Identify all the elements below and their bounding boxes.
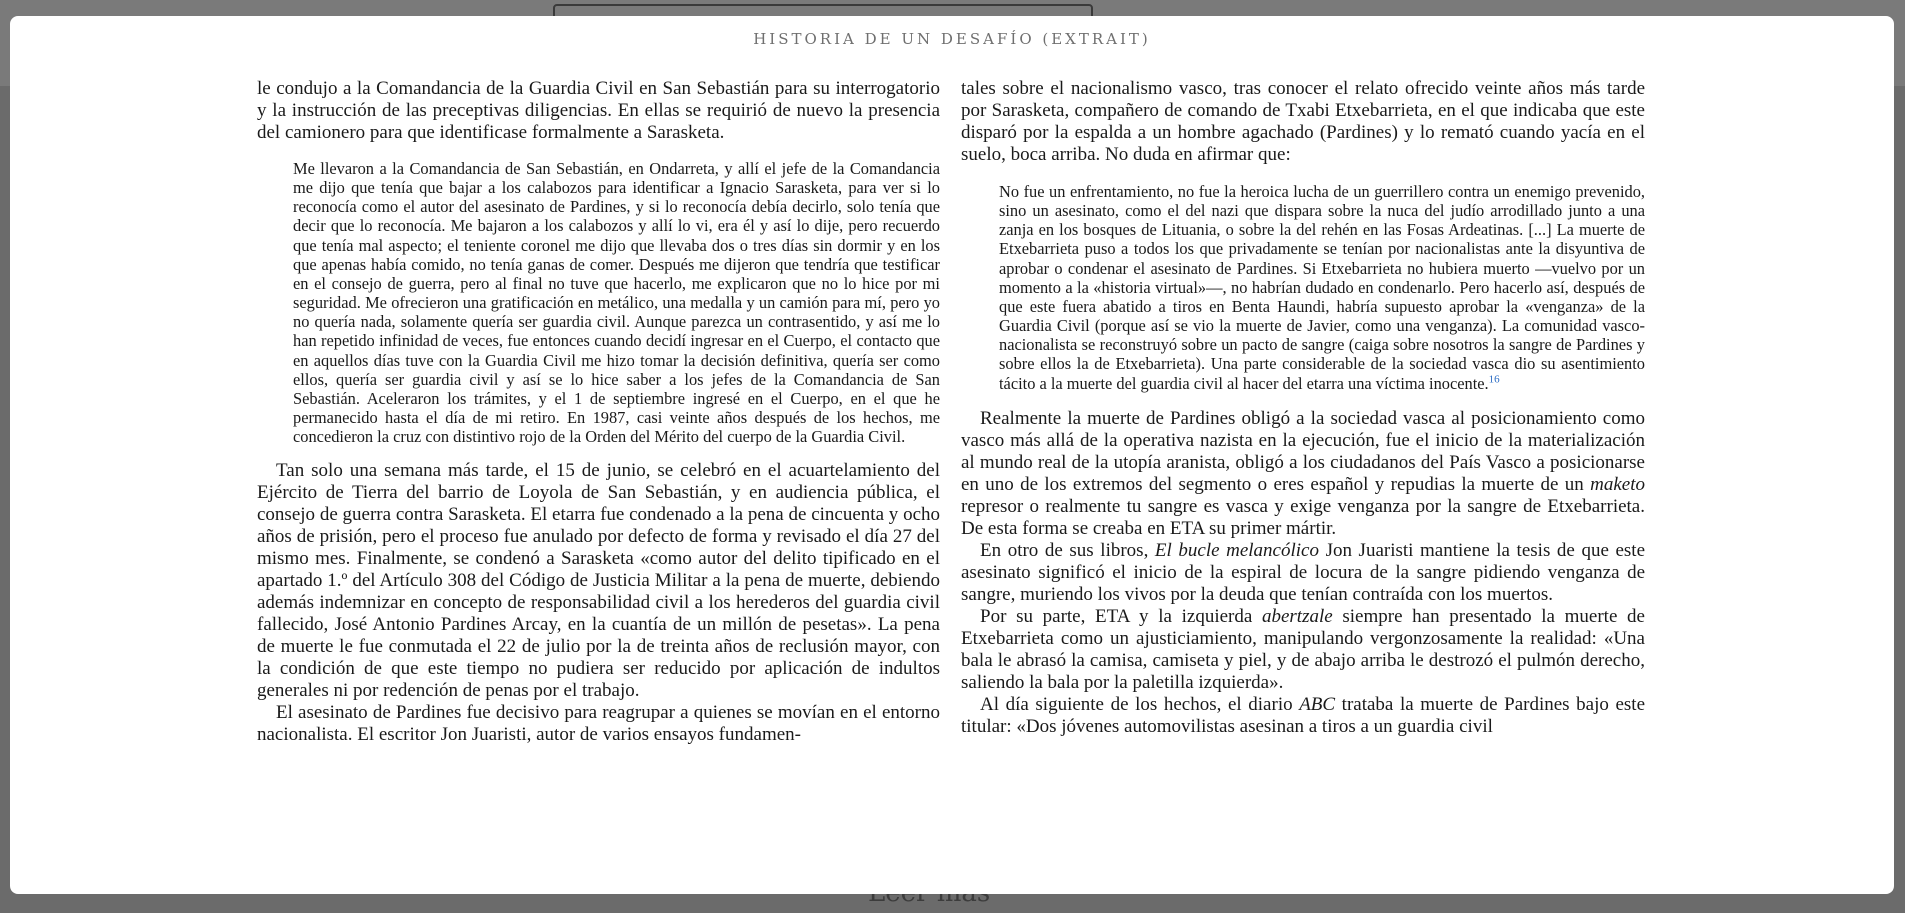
paragraph — [961, 408, 1645, 540]
block-quote: Me llevaron a la Comandancia de San Sebastián, en Ondarreta, y allí el jefe de la Comandancia me dijo que tenía que bajar a los calabozos para identificar a Ignacio Sarasketa, para ver si lo reconocía como el autor del asesinato de Pardines, y si lo reconocía debía decirlo, solo tenía que decir que lo reconocía. Me bajaron a los calabozos y allí lo vi, era él y así lo dije, pero recuerdo que tenía mal aspecto; el teniente coronel me dijo que llevaba dos o tres días sin dormir y en los que apenas había comido, no tenía ganas de comer. Después me dijeron que tendría que testificar en el consejo de guerra, pero al final no tuve que hacerlo, me explicaron que no lo hice por mi seguridad. Me ofrecieron una gratificación en metálico, una medalla y un camión para mí, pero yo no quería nada, solamente quería ser guardia civil. Aunque parezca un contrasentido, y así me lo han repetido infinidad de veces, fue entonces cuando decidí ingresar en el Cuerpo, el contacto que en aquellos días tuve con la Guardia Civil me hizo tomar la decisión definitiva, quería ser como ellos, quería ser guardia civil y así se lo hice saber a los jefes de la Comandancia de San Sebastián. Aceleraron los trámites, y el 1 de septiembre ingresé en el Cuerpo, en el que he permanecido hasta el día de mi retiro. En 1987, casi veinte años después de los hechos, me concedieron la cruz con distintivo rojo de la Orden del Mérito del cuerpo de la Guardia Civil. — [293, 159, 940, 447]
text-run: represor o realmente tu sangre es vasca y exige venganza por la sangre de Etxebarrieta. De esta forma se creaba en ETA su primer mártir. — [961, 495, 1645, 539]
emphasis: abertzale — [1261, 605, 1333, 627]
paragraph — [961, 540, 1645, 606]
paragraph — [961, 606, 1645, 694]
paragraph — [961, 694, 1645, 738]
block-quote — [961, 182, 1645, 393]
emphasis: El bucle melancólico — [1154, 539, 1319, 561]
paragraph: Tan solo una semana más tarde, el 15 de junio, se celebró en el acuartelamiento del Ejército de Tierra del barrio de Loyola de San Sebastián, y en audiencia pública, el consejo de guerra contra Sarasketa. El etarra fue condenado a la pena de cincuenta y ocho años de prisión, pero el proceso fue anulado por defecto de forma y revisado el día 27 del mismo mes. Finalmente, se condenó a Sarasketa «como autor del delito tipificado en el apartado 1.º del Artículo 308 del Código de Justicia Militar a la pena de muerte, debiendo además indemnizar en concepto de responsabilidad civil a los herederos del guardia civil fallecido, José Antonio Pardines Arcay, en la cuantía de un millón de pesetas». La pena de muerte le fue conmutada el 22 de julio por la de treinta años de reclusión mayor, con la condición de que este tiempo no pudiera ser reducido por aplicación de indultos generales ni por redención de penas por el trabajo. — [257, 460, 940, 702]
paragraph: El asesinato de Pardines fue decisivo para reagrupar a quienes se movían en el entorno nacionalista. El escritor Jon Juaristi, autor de varios ensayos fundamen- — [257, 702, 940, 746]
paragraph: le condujo a la Comandancia de la Guardia Civil en San Sebastián para su interrogatorio y la instrucción de las preceptivas diligencias. En ellas se requirió de nuevo la presencia del camionero para que identificase formalmente a Sarasketa. — [257, 78, 940, 143]
modal-title: HISTORIA DE UN DESAFÍO (EXTRAIT) — [753, 30, 1151, 48]
text-run: Jon Juaristi mantiene la tesis de que este asesinato significó el inicio de la espiral de locura de la sangre pidiendo venganza de sangre, muriendo los vivos por la deuda que tenían contraída con los muertos. — [961, 539, 1646, 605]
text-run: Realmente la muerte de Pardines obligó a la sociedad vasca al posicionamiento como vasco más allá de la operativa nazista en la ejecución, fue el inicio de la materialización al mundo real de la utopía aranista, obligó a los ciudadanos del País Vasco a posicionarse en uno de los extremos del segmento o eres español y repudias la muerte de un — [961, 407, 1645, 495]
text-run: Al día siguiente de los hechos, el diario — [980, 693, 1300, 715]
footnote-link[interactable]: 16 — [1488, 373, 1500, 386]
text-run: trataba la muerte de Pardines bajo este titular: «Dos jóvenes automovilistas asesinan a tiros a un guardia civil — [961, 693, 1645, 737]
quote-text: No fue un enfrentamiento, no fue la heroica lucha de un guerrillero contra un enemigo prevenido, sino un asesinato, como el del nazi que dispara sobre la nuca del judío arrodillado junto a una zanja en los bosques de Lituania, o sobre la del rehén en las Fosas Ardeatinas. [...] La muerte de Etxebarrieta puso a todos los que privadamente se tenían por nacionalistas ante la disyuntiva de aprobar o condenar el asesinato de Pardines. Si Etxebarrieta no hubiera muerto —vuelvo por un momento a la «historia virtual»—, no habrían dudado en condenarlo. Pero hacerlo así, después de que este fuera abatido a tiros en Benta Haundi, habría supuesto aprobar la «venganza» de la Guardia Civil (porque así se vio la muerte de Javier, como una venganza). La comunidad vasco-nacionalista se reconstruyó sobre un pacto de sangre (caiga sobre nosotros la sangre de Pardines y sobre ellos la de Etxebarrieta). Una parte considerable de la sociedad vasca dio su asentimiento tácito a la muerte del guardia civil al hacer del etarra una víctima inocente. — [999, 182, 1645, 393]
emphasis: ABC — [1299, 693, 1336, 715]
left-column — [257, 78, 940, 746]
text-run: siempre han presentado la muerte de Etxebarrieta como un ajusticiamiento, manipulando vergonzosamente la realidad: «Una bala le abrasó la camisa, camiseta y piel, y de abajo arriba le destrozó el pulmón derecho, saliendo la bala por la paletilla izquierda». — [961, 605, 1645, 693]
text-run: Por su parte, ETA y la izquierda — [980, 605, 1262, 627]
right-column — [961, 78, 1645, 738]
text-run: En otro de sus libros, — [980, 539, 1155, 561]
excerpt-modal — [10, 16, 1894, 894]
paragraph: tales sobre el nacionalismo vasco, tras conocer el relato ofrecido veinte años más tarde por Sarasketa, compañero de comando de Txabi Etxebarrieta, en el que indicaba que este disparó por la espalda a un hombre agachado (Pardines) y lo remató cuando yacía en el suelo, boca arriba. No duda en afirmar que: — [961, 78, 1645, 165]
emphasis: maketo — [1590, 473, 1645, 495]
